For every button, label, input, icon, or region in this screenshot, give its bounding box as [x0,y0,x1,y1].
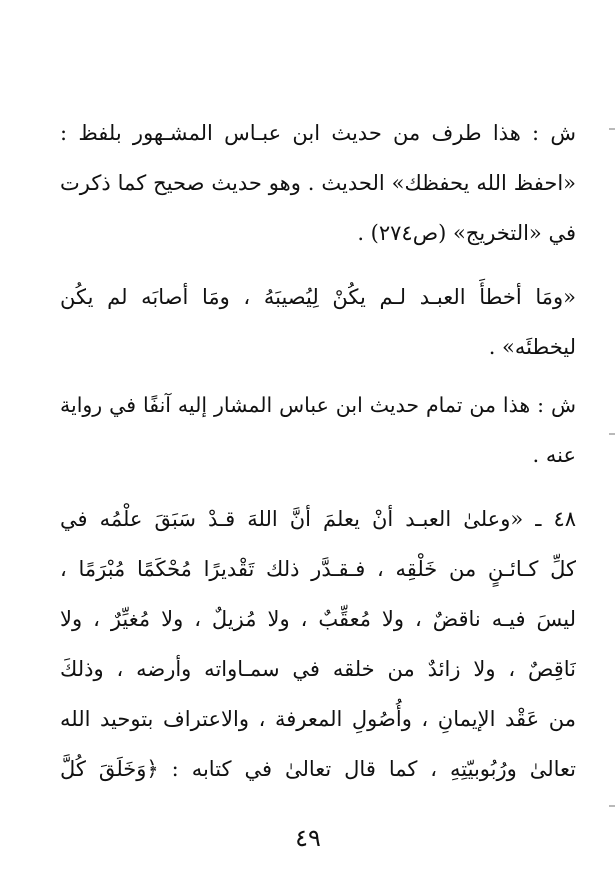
text-line: من عَقْد الإيمانِ ، وأُصُولِ المعرفة ، والاعتراف بتوحيد الله [60,707,576,731]
scan-edge-mark [609,805,615,807]
paragraph-quote [60,272,576,372]
paragraph-commentary-1 [60,108,576,258]
text-line: «احفظ الله يحفظك» الحديث . وهو حديث صحيح كما ذكرت [60,171,576,195]
text-column [60,108,576,808]
text-line: نَاقِصٌ ، ولا زائدٌ من خلقه في سمـاواته وأرضه ، وذلكَ [60,657,576,681]
text-line: كلِّ كـائـنٍ من خَلْقِه ، فـقـدَّر ذلك تَقْديرًا مُحْكَمًا مُبْرَمًا ، [60,557,576,581]
paragraph-commentary-2 [60,380,576,480]
text-line: «ومَا أخطأَ العبـد لـم يكُنْ لِيُصيبَهُ ، ومَا أصابَه لم يكُن [60,285,576,309]
text-line: عنه . [532,443,576,467]
text-line: ش : هذا من تمام حديث ابن عباس المشار إليه آنفًا في رواية [60,393,576,417]
page-number: ٤٩ [295,824,321,852]
text-line: ليخطئَه» . [488,335,576,359]
scan-edge-mark [609,433,615,435]
text-line: ٤٨ ـ «وعلىٰ العبـد أنْ يعلمَ أنَّ اللهَ قـدْ سَبَقَ علْمُه في [60,507,576,531]
text-line: في «التخريج» (ص٢٧٤) . [357,221,576,245]
text-line: ش : هذا طرف من حديث ابن عبـاس المشـهور بلفظ : [60,121,576,145]
paragraph-48 [60,494,576,794]
text-line: تعالىٰ ورُبُوبيّتِهِ ، كما قال تعالىٰ في كتابه : ﴿وَخَلَقَ كُلَّ [60,757,576,781]
text-line: ليسَ فيـه ناقضٌ ، ولا مُعقِّبٌ ، ولا مُزيلٌ ، ولا مُغيِّرٌ ، ولا [60,607,576,631]
scan-edge-mark [609,128,615,130]
